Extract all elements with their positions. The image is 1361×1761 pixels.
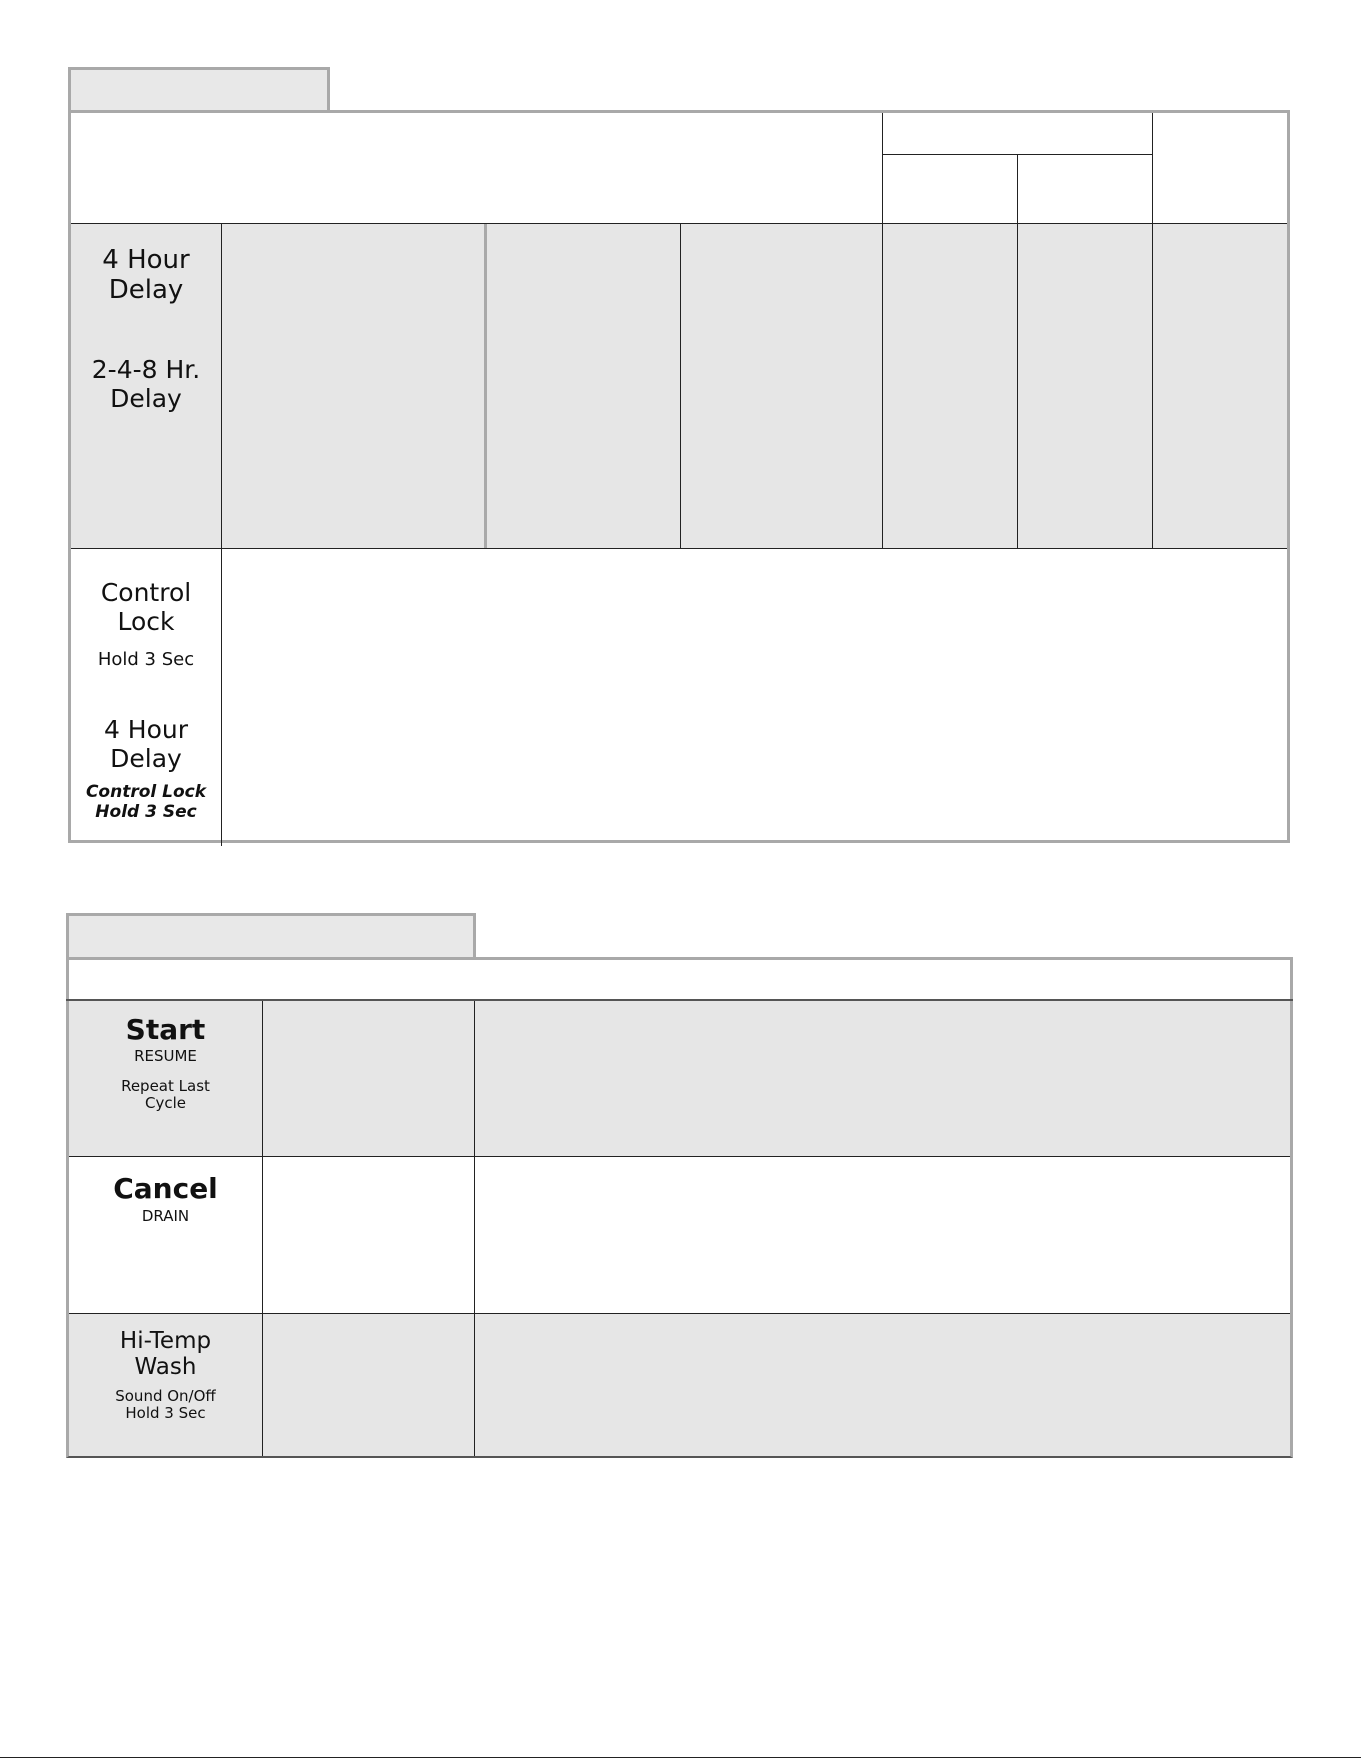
- delay-4-hour-alt-label: 4 Hour Delay: [103, 715, 189, 773]
- start-repeat-label: Repeat Last Cycle: [121, 1077, 210, 1113]
- options-table: [68, 110, 1290, 843]
- cancel-title: Cancel: [113, 1172, 218, 1205]
- hi-temp-wash-title: Hi-Temp Wash: [119, 1328, 212, 1381]
- page-bottom-rule: [0, 1757, 1361, 1758]
- delay-2-4-8-label: 2-4-8 Hr. Delay: [91, 355, 201, 413]
- start-title: Start: [125, 1013, 206, 1046]
- section-tab-2: [66, 913, 476, 958]
- delay-4-hour-label: 4 Hour Delay: [102, 245, 190, 305]
- control-lock-alt-label: Control Lock Hold 3 Sec: [85, 782, 207, 822]
- control-lock-hold-label: Hold 3 Sec: [97, 649, 195, 670]
- sound-toggle-label: Sound On/Off Hold 3 Sec: [115, 1387, 216, 1423]
- cancel-drain-label: DRAIN: [141, 1207, 190, 1225]
- section-tab-1: [68, 67, 330, 111]
- control-lock-label: Control Lock: [100, 578, 192, 636]
- options-row-delay: [71, 224, 1287, 548]
- controls-table: [66, 957, 1293, 1458]
- start-resume-label: RESUME: [134, 1047, 197, 1065]
